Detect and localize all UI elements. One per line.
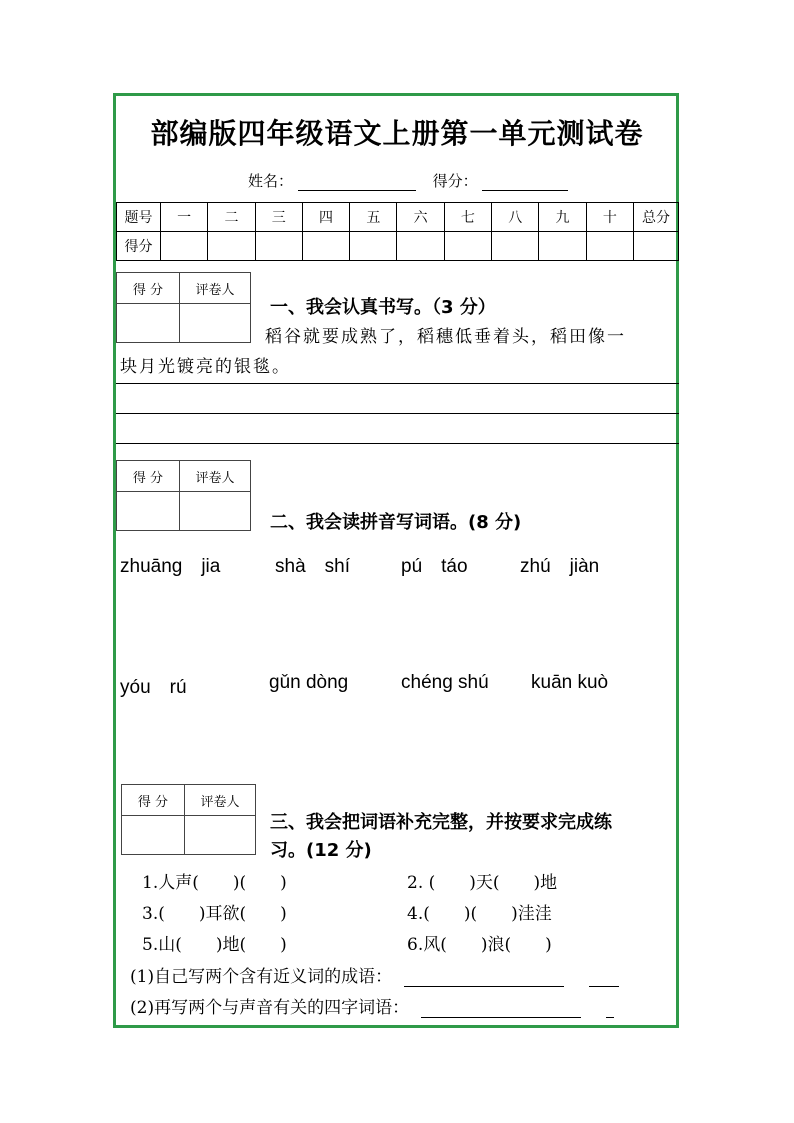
- score-box-grader-cell[interactable]: [185, 816, 256, 855]
- fill-in-item: 1.人声( )( ): [142, 873, 287, 893]
- score-box-score-cell[interactable]: [117, 492, 180, 531]
- section2-heading: 二、我会读拼音写词语。(8 分): [270, 512, 522, 533]
- answer-line[interactable]: [606, 999, 614, 1018]
- score-box-score-cell[interactable]: [117, 304, 180, 343]
- question-number: 八: [492, 203, 539, 232]
- fill-in-item: 2. ( )天( )地: [407, 873, 558, 893]
- pinyin-item: chéng shú: [401, 672, 489, 693]
- score-cell[interactable]: [586, 232, 633, 261]
- answer-line[interactable]: [421, 999, 581, 1018]
- subquestion-2: [130, 993, 614, 1018]
- question-number-row: [117, 203, 679, 232]
- score-cell[interactable]: [350, 232, 397, 261]
- name-score-row: [248, 170, 568, 191]
- section1-heading: 一、我会认真书写。（3 分）: [270, 297, 496, 318]
- score-cell[interactable]: [302, 232, 349, 261]
- section1-passage-line1: 稻谷就要成熟了，稻穗低垂着头，稻田像一: [265, 327, 626, 347]
- fill-in-item: 6.风( )浪( ): [407, 935, 552, 955]
- pinyin-item: kuān kuò: [531, 672, 609, 693]
- score-box-grader-label: 评卷人: [180, 273, 251, 304]
- subquestion-1: [130, 962, 619, 987]
- subquestion-1-text: (1)自己写两个含有近义词的成语：: [130, 967, 393, 987]
- score-box-score-label: 得 分: [117, 461, 180, 492]
- section3-heading-line1: 三、我会把词语补充完整，并按要求完成练: [270, 812, 612, 833]
- answer-line[interactable]: [404, 968, 564, 987]
- score-cell[interactable]: [539, 232, 586, 261]
- score-box-grader-cell[interactable]: [180, 304, 251, 343]
- pinyin-item: yóu rú: [120, 677, 187, 698]
- pinyin-item: pú táo: [401, 556, 468, 577]
- score-field[interactable]: [482, 174, 568, 191]
- section1-score-box: [116, 272, 251, 343]
- score-box-grader-cell[interactable]: [180, 492, 251, 531]
- score-cell[interactable]: [255, 232, 302, 261]
- pinyin-item: zhú jiàn: [520, 556, 600, 577]
- row-label-score: 得分: [117, 232, 161, 261]
- score-cell[interactable]: [444, 232, 491, 261]
- pinyin-item: zhuāng jia: [120, 556, 221, 577]
- question-number: 三: [255, 203, 302, 232]
- question-number: 十: [586, 203, 633, 232]
- page-title: 部编版四年级语文上册第一单元测试卷: [150, 117, 644, 150]
- score-table: [116, 202, 679, 261]
- section2-score-box: [116, 460, 251, 531]
- fill-in-item: 4.( )( )洼洼: [407, 904, 552, 924]
- score-box-grader-label: 评卷人: [180, 461, 251, 492]
- question-number: 七: [444, 203, 491, 232]
- row-label-question: 题号: [117, 203, 161, 232]
- name-field[interactable]: [298, 174, 416, 191]
- question-number: 二: [208, 203, 255, 232]
- subquestion-2-text: (2)再写两个与声音有关的四字词语：: [130, 998, 410, 1018]
- fill-in-item: 3.( )耳欲( ): [142, 904, 287, 924]
- score-cell[interactable]: [208, 232, 255, 261]
- question-number: 一: [161, 203, 208, 232]
- score-box-grader-label: 评卷人: [185, 785, 256, 816]
- writing-line[interactable]: [116, 413, 679, 414]
- score-row: [117, 232, 679, 261]
- total-label: 总分: [634, 203, 679, 232]
- pinyin-item: gǔn dòng: [269, 672, 349, 693]
- question-number: 九: [539, 203, 586, 232]
- score-cell[interactable]: [161, 232, 208, 261]
- section1-passage-line2: 块月光镀亮的银毯。: [120, 357, 291, 377]
- question-number: 五: [350, 203, 397, 232]
- score-box-score-label: 得 分: [122, 785, 185, 816]
- pinyin-item: shà shí: [275, 556, 350, 577]
- answer-line[interactable]: [589, 968, 619, 987]
- section3-score-box: [121, 784, 256, 855]
- writing-line[interactable]: [116, 443, 679, 444]
- writing-line[interactable]: [116, 383, 679, 384]
- score-box-score-label: 得 分: [117, 273, 180, 304]
- section3-heading-line2: 习。(12 分): [270, 840, 372, 861]
- total-score-cell[interactable]: [634, 232, 679, 261]
- fill-in-item: 5.山( )地( ): [142, 935, 287, 955]
- score-box-score-cell[interactable]: [122, 816, 185, 855]
- question-number: 六: [397, 203, 444, 232]
- score-cell[interactable]: [492, 232, 539, 261]
- question-number: 四: [302, 203, 349, 232]
- name-label: 姓名：: [248, 172, 294, 190]
- score-label: 得分：: [432, 172, 478, 190]
- score-cell[interactable]: [397, 232, 444, 261]
